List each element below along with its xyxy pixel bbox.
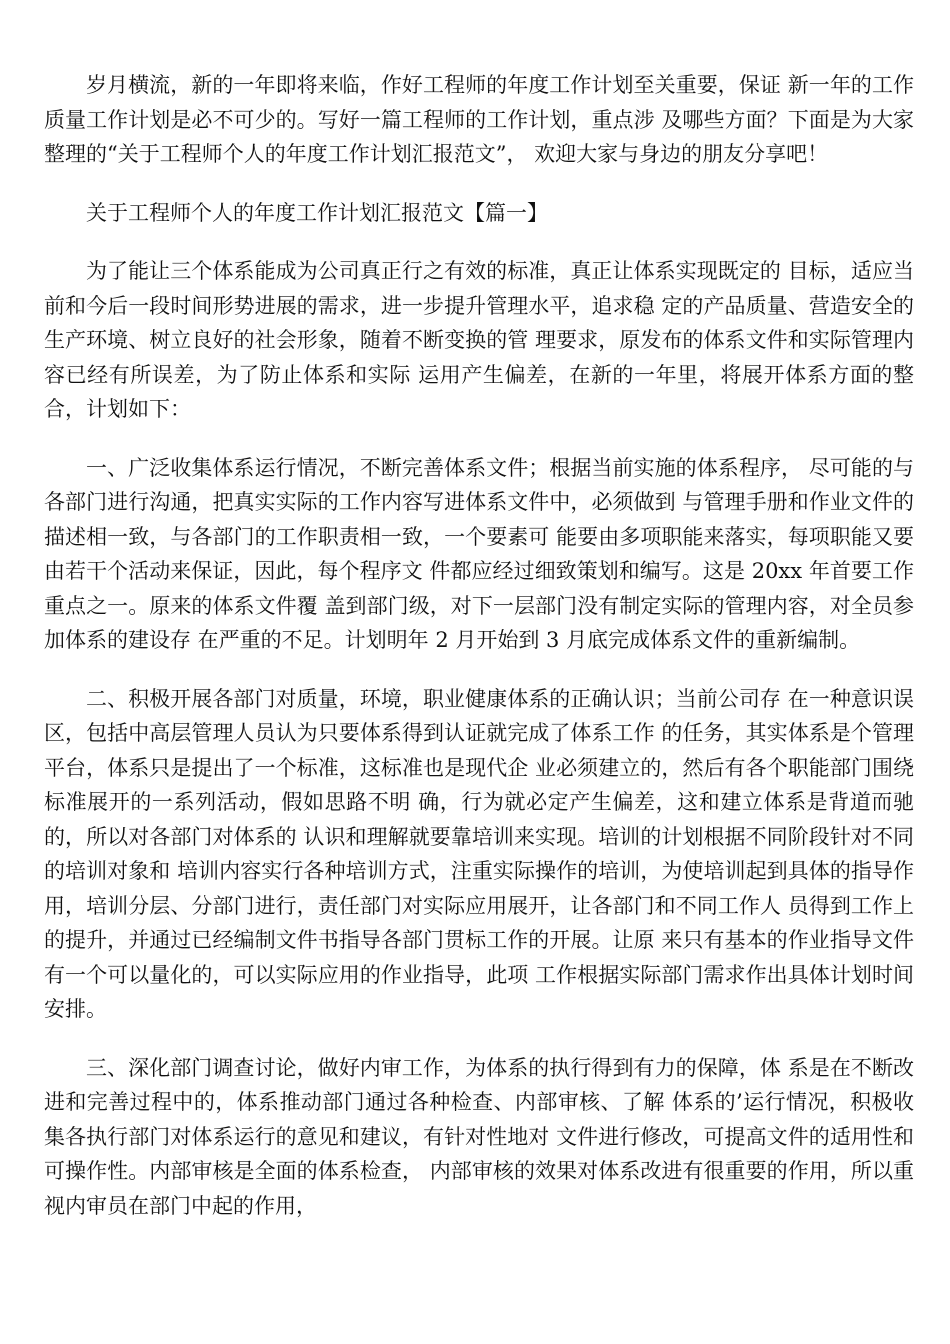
plan-item-2: 二、积极开展各部门对质量，环境，职业健康体系的正确认识；当前公司存 在一种意识误区，包括中高层管理人员认为只要体系得到认证就完成了体系工作 的任务，其实体系是个管理平台，体系只是提出了一个标准，这标准也是现代企 业必须建立的，然后有各个职能部门围绕标准展开的一系列活动，假如思路不明 确，行为就必定产生偏差，这和建立体系是背道而驰的，所以对各部门对体系的 认识和理解就要靠培训来实现。培训的计划根据不同阶段针对不同的培训对象和 培训内容实行各种培训方式，注重实际操作的培训，为使培训起到具体的指导作 用，培训分层、分部门进行，责任部门对实际应用展开，让各部门和不同工作人 员得到工作上的提升，并通过已经编制文件书指导各部门贯标工作的开展。让原 来只有基本的作业指导文件有一个可以量化的，可以实际应用的作业指导，此项 工作根据实际部门需求作出具体计划时间安排。 — [44, 686, 914, 1021]
section-title: 关于工程师个人的年度工作计划汇报范文【篇一】 — [86, 200, 548, 225]
opening-paragraph: 为了能让三个体系能成为公司真正行之有效的标准，真正让体系实现既定的 目标，适应当前和今后一段时间形势进展的需求，进一步提升管理水平，追求稳 定的产品质量、营造安全的生产环境、树立良好的社会形象，随着不断变换的管 理要求，原发布的体系文件和实际管理内容已经有所误差，为了防止体系和实际 运用产生偏差，在新的一年里，将展开体系方面的整合，计划如下： — [44, 259, 914, 421]
plan-item-3: 三、深化部门调查讨论，做好内审工作，为体系的执行得到有力的保障，体 系是在不断改进和完善过程中的，体系推动部门通过各种检查、内部审核、了解 体系的’运行情况，积极收集各执行部门对体系运行的意见和建议，有针对性地对 文件进行修改，可提高文件的适用性和可操作性。内部审核是全面的体系检查， 内部审核的效果对体系改进有很重要的作用，所以重视内审员在部门中起的作用， — [44, 1055, 914, 1218]
intro-paragraph: 岁月横流，新的一年即将来临，作好工程师的年度工作计划至关重要，保证 新一年的工作质量工作计划是必不可少的。写好一篇工程师的工作计划，重点涉 及哪些方面？下面是为大家整理的“关于工程师个人的年度工作计划汇报范文”， 欢迎大家与身边的朋友分享吧！ — [44, 73, 914, 166]
document-body — [44, 68, 914, 1223]
plan-item-1: 一、广泛收集体系运行情况，不断完善体系文件；根据当前实施的体系程序， 尽可能的与各部门进行沟通，把真实实际的工作内容写进体系文件中，必须做到 与管理手册和作业文件的描述相一致，与各部门的工作职责相一致，一个要素可 能要由多项职能来落实，每项职能又要由若干个活动来保证，因此，每个程序文 件都应经过细致策划和编写。这是 20xx 年首要工作重点之一。原来的体系文件覆 盖到部门级，对下一层部门没有制定实际的管理内容，对全员参加体系的建设存 在严重的不足。计划明年 2 月开始到 3 月底完成体系文件的重新编制。 — [44, 455, 914, 652]
